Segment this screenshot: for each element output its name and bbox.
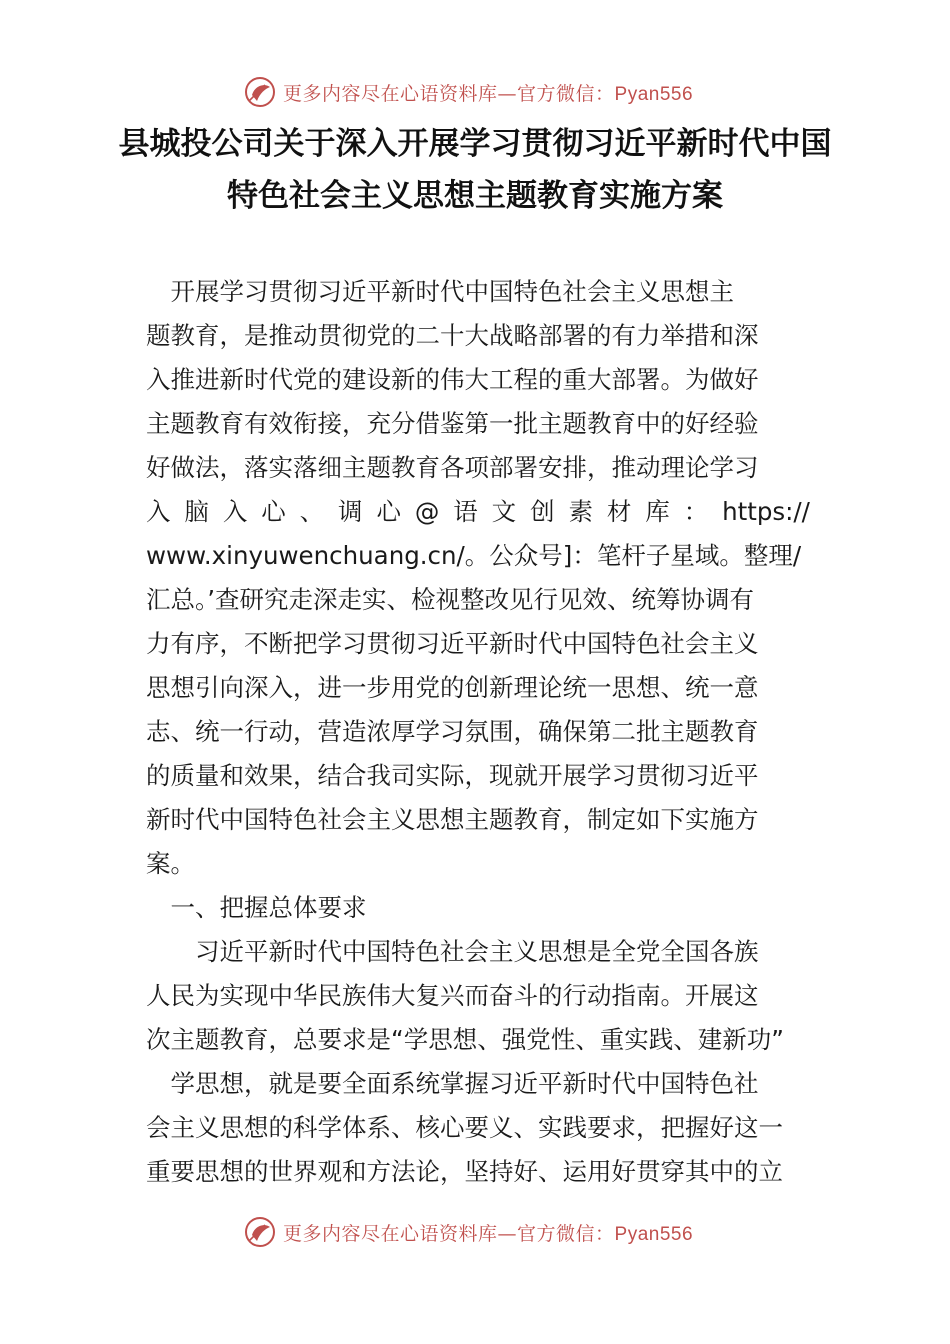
- body-line: 习近平新时代中国特色社会主义思想是全党全国各族: [146, 937, 759, 966]
- body-line: 入推进新时代党的建设新的伟大工程的重大部署。为做好: [146, 365, 759, 394]
- body-line: 案。: [146, 849, 195, 878]
- body-line: 一、把握总体要求: [146, 893, 367, 922]
- body-line: 会主义思想的科学体系、核心要义、实践要求，把握好这一: [146, 1113, 783, 1142]
- watermark-label: 更多内容尽在心语资料库—官方微信：: [283, 82, 615, 105]
- body-line: 人民为实现中华民族伟大复兴而奋斗的行动指南。开展这: [146, 981, 759, 1010]
- bottom-watermark-banner: [243, 1212, 763, 1252]
- body-line: 重要思想的世界观和方法论，坚持好、运用好贯穿其中的立: [146, 1157, 783, 1186]
- library-logo-icon: [243, 1215, 277, 1249]
- body-line: 力有序，不断把学习贯彻习近平新时代中国特色社会主义: [146, 629, 759, 658]
- library-logo-icon: [243, 75, 277, 109]
- document-title-line-1: 县城投公司关于深入开展学习贯彻习近平新时代中国: [118, 126, 832, 162]
- document-title-line-2: 特色社会主义思想主题教育实施方案: [227, 178, 723, 214]
- body-line: 的质量和效果，结合我司实际，现就开展学习贯彻习近平: [146, 761, 759, 790]
- wechat-id: Pyan556: [614, 83, 694, 105]
- body-line: 好做法，落实落细主题教育各项部署安排，推动理论学习: [146, 453, 759, 482]
- watermark-text: [283, 79, 693, 106]
- wechat-id: Pyan556: [614, 1223, 694, 1245]
- body-line: 入 脑 入 心 、 调 心 @ 语 文 创 素 材 库 ： https://: [146, 497, 810, 526]
- body-line: 题教育，是推动贯彻党的二十大战略部署的有力举措和深: [146, 321, 759, 350]
- body-line: 学思想，就是要全面系统掌握习近平新时代中国特色社: [146, 1069, 759, 1098]
- body-line: 汇总。’查研究走深走实、检视整改见行见效、统筹协调有: [146, 585, 755, 614]
- watermark-text: [283, 1219, 693, 1246]
- body-line: 次主题教育，总要求是“学思想、强党性、重实践、建新功”: [146, 1025, 784, 1054]
- body-line: www.xinyuwenchuang.cn/。公众号]：笔杆子星域。整理/: [146, 541, 802, 570]
- body-line: 新时代中国特色社会主义思想主题教育，制定如下实施方: [146, 805, 759, 834]
- body-line: 主题教育有效衔接，充分借鉴第一批主题教育中的好经验: [146, 409, 759, 438]
- top-watermark-banner: [243, 72, 763, 112]
- body-line: 志、统一行动，营造浓厚学习氛围，确保第二批主题教育: [146, 717, 759, 746]
- body-line: 开展学习贯彻习近平新时代中国特色社会主义思想主: [146, 277, 734, 306]
- body-line: 思想引向深入，进一步用党的创新理论统一思想、统一意: [146, 673, 759, 702]
- watermark-label: 更多内容尽在心语资料库—官方微信：: [283, 1222, 615, 1245]
